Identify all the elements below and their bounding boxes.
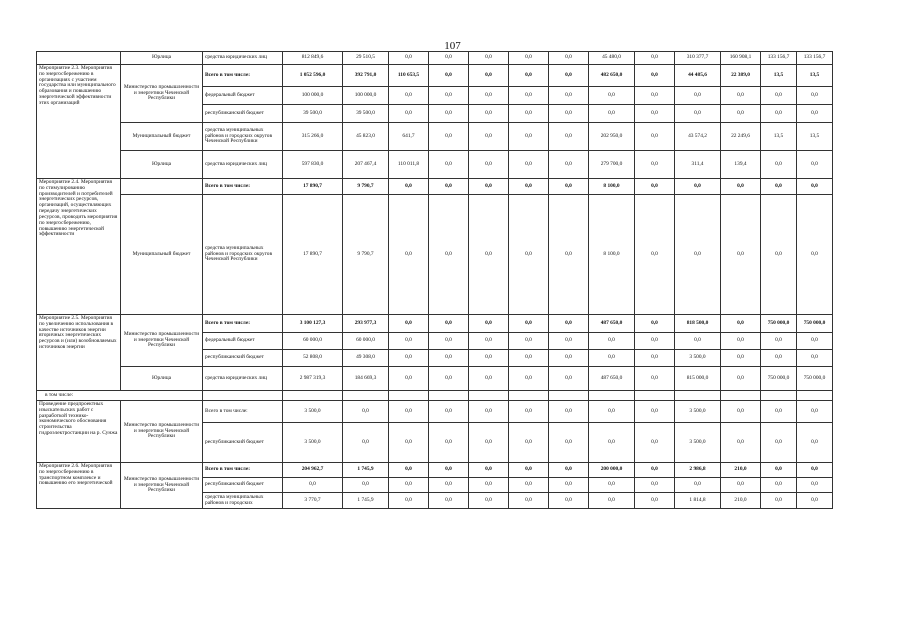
value-cell: 0,0 [343, 423, 389, 463]
measure-2-5: Мероприятие 2.5. Мероприятия по увеличению использования в качестве источников энергии вторичных энергетических ресурсов и (или) возобновляемых источников энергии [37, 315, 121, 391]
value-cell: 2 986,8 [675, 463, 721, 478]
value-cell: 0,0 [389, 179, 429, 195]
value-cell: 487 650,0 [589, 315, 635, 333]
value-cell: 279 700,0 [589, 151, 635, 179]
value-cell: 0,0 [761, 179, 797, 195]
value-cell: 0,0 [761, 478, 797, 493]
section-row [37, 391, 833, 401]
value-cell: 0,0 [429, 401, 469, 423]
funding-source: средства муниципальных районов и городских округов Чеченской Республики [203, 195, 283, 315]
measure-2-3: Мероприятие 2.3. Мероприятия по энергосбережению в организациях с участием государства или муниципального образования и повышению энергетической эффективности этих организаций [37, 65, 121, 179]
value-cell: 0,0 [635, 423, 675, 463]
value-cell: 0,0 [635, 493, 675, 509]
funding-source: Всего в том числе: [203, 65, 283, 87]
value-cell: 0,0 [549, 350, 589, 367]
value-cell: 0,0 [469, 105, 509, 123]
empty-cell [675, 391, 721, 401]
funding-source: республиканский бюджет [203, 350, 283, 367]
value-cell: 1 745,9 [343, 463, 389, 478]
table-row [37, 52, 833, 65]
value-cell: 184 669,3 [343, 367, 389, 391]
value-cell: 0,0 [589, 423, 635, 463]
value-cell: 0,0 [429, 195, 469, 315]
value-cell: 0,0 [761, 401, 797, 423]
value-cell: 0,0 [675, 333, 721, 350]
value-cell: 0,0 [721, 179, 761, 195]
value-cell: 0,0 [797, 478, 833, 493]
value-cell: 0,0 [429, 367, 469, 391]
value-cell: 0,0 [549, 87, 589, 105]
value-cell: 0,0 [389, 52, 429, 65]
value-cell: 0,0 [797, 105, 833, 123]
value-cell: 0,0 [389, 423, 429, 463]
value-cell: 0,0 [761, 423, 797, 463]
value-cell: 139,4 [721, 151, 761, 179]
value-cell: 0,0 [469, 87, 509, 105]
value-cell: 52 808,0 [283, 350, 343, 367]
value-cell: 0,0 [509, 478, 549, 493]
funding-source: республиканский бюджет [203, 423, 283, 463]
value-cell: 0,0 [509, 423, 549, 463]
value-cell: 315 266,0 [283, 123, 343, 151]
value-cell: 0,0 [429, 423, 469, 463]
value-cell: 0,0 [635, 123, 675, 151]
value-cell: 750 000,0 [797, 367, 833, 391]
value-cell: 210,0 [721, 493, 761, 509]
value-cell: 750 000,0 [761, 315, 797, 333]
table-row [37, 195, 833, 315]
value-cell: 0,0 [549, 123, 589, 151]
value-cell: 110 011,8 [389, 151, 429, 179]
empty-cell [343, 391, 389, 401]
value-cell: 0,0 [469, 315, 509, 333]
value-cell: 13,5 [761, 65, 797, 87]
responsible-cell: Министерство промышленности и энергетики Чеченской Республики [121, 65, 203, 123]
value-cell: 0,0 [675, 478, 721, 493]
value-cell: 0,0 [549, 195, 589, 315]
value-cell: 0,0 [509, 315, 549, 333]
funding-source: средства муниципальных районов и городских [203, 493, 283, 509]
value-cell: 0,0 [589, 105, 635, 123]
value-cell: 2 987 319,3 [283, 367, 343, 391]
value-cell: 0,0 [797, 463, 833, 478]
value-cell: 60 000,0 [283, 333, 343, 350]
table-row [37, 65, 833, 87]
value-cell: 0,0 [509, 350, 549, 367]
value-cell: 812 849,6 [283, 52, 343, 65]
value-cell: 0,0 [429, 65, 469, 87]
value-cell: 0,0 [721, 333, 761, 350]
value-cell: 1 745,9 [343, 493, 389, 509]
responsible-cell: Министерство промышленности и энергетики Чеченской Республики [121, 401, 203, 463]
value-cell: 0,0 [635, 463, 675, 478]
value-cell: 0,0 [635, 401, 675, 423]
table-row [37, 123, 833, 151]
empty-cell [509, 391, 549, 401]
value-cell: 641,7 [389, 123, 429, 151]
value-cell: 0,0 [469, 350, 509, 367]
value-cell: 0,0 [469, 367, 509, 391]
value-cell: 0,0 [635, 195, 675, 315]
value-cell: 3 500,0 [283, 423, 343, 463]
value-cell: 0,0 [429, 123, 469, 151]
responsible-cell: Юрлица [121, 52, 203, 65]
value-cell: 0,0 [429, 105, 469, 123]
value-cell: 0,0 [469, 478, 509, 493]
funding-source: Всего в том числе: [203, 463, 283, 478]
value-cell: 0,0 [389, 493, 429, 509]
value-cell: 0,0 [761, 105, 797, 123]
funding-source: средства юридических лиц [203, 52, 283, 65]
measure-2-4: Мероприятие 2.4. Мероприятия по стимулированию производителей и потребителей энергетических ресурсов, организаций, осуществляющих передачу энергетических ресурсов, проводить мероприятия по энергосбережению, повышению энергетической эффективности [37, 179, 121, 315]
section-label: в том числе: [37, 391, 203, 401]
empty-cell [797, 391, 833, 401]
value-cell: 0,0 [721, 195, 761, 315]
funding-source: федеральный бюджет [203, 87, 283, 105]
value-cell: 0,0 [389, 478, 429, 493]
value-cell: 750 000,0 [797, 315, 833, 333]
empty-cell [203, 391, 283, 401]
value-cell: 0,0 [509, 105, 549, 123]
value-cell: 0,0 [589, 350, 635, 367]
value-cell: 3 770,7 [283, 493, 343, 509]
value-cell: 0,0 [761, 350, 797, 367]
value-cell: 0,0 [635, 52, 675, 65]
empty-cell [429, 391, 469, 401]
value-cell: 0,0 [389, 401, 429, 423]
value-cell: 3 500,0 [283, 401, 343, 423]
funding-source: республиканский бюджет [203, 478, 283, 493]
value-cell: 0,0 [761, 151, 797, 179]
value-cell: 0,0 [675, 179, 721, 195]
value-cell: 0,0 [635, 315, 675, 333]
value-cell: 0,0 [721, 423, 761, 463]
value-cell: 0,0 [721, 87, 761, 105]
value-cell: 0,0 [635, 179, 675, 195]
value-cell: 0,0 [283, 478, 343, 493]
value-cell: 0,0 [549, 65, 589, 87]
empty-cell [761, 391, 797, 401]
value-cell: 0,0 [509, 333, 549, 350]
value-cell: 0,0 [721, 478, 761, 493]
value-cell: 0,0 [721, 350, 761, 367]
value-cell: 133 156,7 [761, 52, 797, 65]
value-cell: 0,0 [429, 151, 469, 179]
value-cell: 207 467,4 [343, 151, 389, 179]
value-cell: 0,0 [549, 333, 589, 350]
value-cell: 0,0 [635, 87, 675, 105]
value-cell: 0,0 [761, 195, 797, 315]
value-cell: 0,0 [343, 401, 389, 423]
value-cell: 0,0 [549, 401, 589, 423]
responsible-cell: Министерство промышленности и энергетики Чеченской Республики [121, 315, 203, 367]
value-cell: 0,0 [389, 350, 429, 367]
value-cell: 0,0 [429, 315, 469, 333]
value-cell: 17 890,7 [283, 195, 343, 315]
value-cell: 160 908,1 [721, 52, 761, 65]
value-cell: 0,0 [797, 179, 833, 195]
value-cell: 0,0 [469, 52, 509, 65]
funding-source: средства муниципальных районов и городских округов Чеченской Республики [203, 123, 283, 151]
table-row [37, 179, 833, 195]
value-cell: 0,0 [761, 87, 797, 105]
value-cell: 8 100,0 [589, 195, 635, 315]
value-cell: 818 500,0 [675, 315, 721, 333]
value-cell: 0,0 [469, 123, 509, 151]
value-cell: 0,0 [509, 65, 549, 87]
value-cell: 0,0 [469, 65, 509, 87]
funding-source: республиканский бюджет [203, 105, 283, 123]
value-cell: 0,0 [721, 367, 761, 391]
value-cell: 0,0 [429, 478, 469, 493]
empty-cell [589, 391, 635, 401]
value-cell: 0,0 [797, 195, 833, 315]
value-cell: 200 000,0 [589, 463, 635, 478]
value-cell: 392 791,0 [343, 65, 389, 87]
empty-cell [721, 391, 761, 401]
value-cell: 0,0 [675, 105, 721, 123]
value-cell: 3 500,0 [675, 350, 721, 367]
value-cell: 110 653,5 [389, 65, 429, 87]
responsible-cell: Муниципальный бюджет [121, 123, 203, 151]
value-cell: 0,0 [389, 463, 429, 478]
value-cell: 8 100,0 [589, 179, 635, 195]
value-cell: 0,0 [721, 401, 761, 423]
value-cell: 133 156,7 [797, 52, 833, 65]
funding-source: средства юридических лиц [203, 367, 283, 391]
table-row [37, 315, 833, 333]
value-cell: 0,0 [635, 367, 675, 391]
value-cell: 0,0 [635, 151, 675, 179]
measure-hydro-survey: Проведение предпроектных изыскательских работ с разработкой технико-экономического обоснования строительства гидроэлектростанции на р. Сунжа [37, 401, 121, 463]
responsible-cell [121, 179, 203, 195]
value-cell: 0,0 [343, 478, 389, 493]
value-cell: 0,0 [509, 52, 549, 65]
value-cell: 0,0 [509, 87, 549, 105]
value-cell: 13,5 [797, 65, 833, 87]
value-cell: 0,0 [389, 195, 429, 315]
value-cell: 0,0 [797, 493, 833, 509]
value-cell: 210,0 [721, 463, 761, 478]
value-cell: 0,0 [469, 151, 509, 179]
responsible-cell: Юрлица [121, 151, 203, 179]
value-cell: 0,0 [675, 87, 721, 105]
value-cell: 0,0 [589, 401, 635, 423]
value-cell: 29 510,5 [343, 52, 389, 65]
value-cell: 0,0 [549, 478, 589, 493]
value-cell: 0,0 [389, 315, 429, 333]
value-cell: 0,0 [469, 401, 509, 423]
value-cell: 0,0 [469, 179, 509, 195]
value-cell: 0,0 [797, 87, 833, 105]
value-cell: 0,0 [675, 195, 721, 315]
value-cell: 0,0 [589, 87, 635, 105]
empty-cell [635, 391, 675, 401]
value-cell: 0,0 [429, 333, 469, 350]
measure-2-6: Мероприятие 2.6. Мероприятия по энергосбережению в транспортном комплексе и повышению его энергетической [37, 463, 121, 509]
value-cell: 17 890,7 [283, 179, 343, 195]
funding-source: средства юридических лиц [203, 151, 283, 179]
empty-cell [283, 391, 343, 401]
responsible-cell: Министерство промышленности и энергетики Чеченской Республики [121, 463, 203, 509]
value-cell: 0,0 [797, 333, 833, 350]
empty-cell [389, 391, 429, 401]
value-cell: 0,0 [549, 423, 589, 463]
value-cell: 204 962,7 [283, 463, 343, 478]
value-cell: 202 950,0 [589, 123, 635, 151]
value-cell: 0,0 [509, 463, 549, 478]
value-cell: 0,0 [721, 315, 761, 333]
value-cell: 0,0 [549, 151, 589, 179]
table-row [37, 151, 833, 179]
value-cell: 0,0 [797, 350, 833, 367]
value-cell: 0,0 [469, 423, 509, 463]
value-cell: 310 377,7 [675, 52, 721, 65]
value-cell: 293 977,3 [343, 315, 389, 333]
value-cell: 0,0 [509, 179, 549, 195]
responsible-cell: Муниципальный бюджет [121, 195, 203, 315]
value-cell: 0,0 [509, 195, 549, 315]
value-cell: 0,0 [469, 493, 509, 509]
value-cell: 0,0 [469, 463, 509, 478]
value-cell: 22 249,6 [721, 123, 761, 151]
value-cell: 3 500,0 [675, 423, 721, 463]
value-cell: 9 790,7 [343, 195, 389, 315]
funding-source: федеральный бюджет [203, 333, 283, 350]
value-cell: 0,0 [761, 333, 797, 350]
table-row [37, 367, 833, 391]
value-cell: 100 000,0 [343, 87, 389, 105]
value-cell: 0,0 [549, 52, 589, 65]
value-cell: 0,0 [429, 87, 469, 105]
value-cell: 0,0 [469, 333, 509, 350]
value-cell: 39 500,0 [283, 105, 343, 123]
value-cell: 0,0 [635, 105, 675, 123]
page-number: 107 [444, 40, 461, 52]
value-cell: 0,0 [389, 105, 429, 123]
value-cell: 0,0 [797, 401, 833, 423]
measure-cell [37, 52, 121, 65]
value-cell: 0,0 [509, 401, 549, 423]
value-cell: 0,0 [589, 493, 635, 509]
value-cell: 0,0 [429, 463, 469, 478]
value-cell: 0,0 [721, 105, 761, 123]
table-row [37, 401, 833, 423]
value-cell: 0,0 [549, 315, 589, 333]
value-cell: 0,0 [429, 350, 469, 367]
value-cell: 49 308,0 [343, 350, 389, 367]
value-cell: 597 830,0 [283, 151, 343, 179]
value-cell: 0,0 [589, 333, 635, 350]
value-cell: 0,0 [549, 105, 589, 123]
value-cell: 482 650,0 [589, 65, 635, 87]
value-cell: 1 814,8 [675, 493, 721, 509]
value-cell: 3 500,0 [675, 401, 721, 423]
funding-source: Всего в том числе: [203, 401, 283, 423]
funding-source: Всего в том числе: [203, 315, 283, 333]
value-cell: 100 000,0 [283, 87, 343, 105]
value-cell: 60 000,0 [343, 333, 389, 350]
value-cell: 9 790,7 [343, 179, 389, 195]
value-cell: 0,0 [635, 478, 675, 493]
value-cell: 0,0 [549, 463, 589, 478]
table-row [37, 463, 833, 478]
value-cell: 0,0 [429, 52, 469, 65]
value-cell: 45 823,0 [343, 123, 389, 151]
value-cell: 0,0 [389, 87, 429, 105]
empty-cell [549, 391, 589, 401]
value-cell: 39 500,0 [343, 105, 389, 123]
value-cell: 0,0 [469, 195, 509, 315]
value-cell: 0,0 [761, 463, 797, 478]
financing-table [36, 51, 833, 509]
value-cell: 0,0 [635, 350, 675, 367]
value-cell: 43 574,2 [675, 123, 721, 151]
value-cell: 3 100 127,3 [283, 315, 343, 333]
value-cell: 0,0 [797, 151, 833, 179]
value-cell: 487 650,0 [589, 367, 635, 391]
value-cell: 0,0 [635, 333, 675, 350]
value-cell: 0,0 [761, 493, 797, 509]
funding-source: Всего в том числе: [203, 179, 283, 195]
value-cell: 0,0 [797, 423, 833, 463]
value-cell: 0,0 [429, 493, 469, 509]
value-cell: 0,0 [549, 179, 589, 195]
value-cell: 750 000,0 [761, 367, 797, 391]
value-cell: 1 052 596,0 [283, 65, 343, 87]
value-cell: 0,0 [589, 478, 635, 493]
value-cell: 0,0 [549, 493, 589, 509]
responsible-cell: Юрлица [121, 367, 203, 391]
value-cell: 0,0 [509, 123, 549, 151]
value-cell: 0,0 [509, 151, 549, 179]
value-cell: 0,0 [429, 179, 469, 195]
value-cell: 22 389,0 [721, 65, 761, 87]
value-cell: 45 480,0 [589, 52, 635, 65]
value-cell: 0,0 [389, 367, 429, 391]
value-cell: 44 485,6 [675, 65, 721, 87]
empty-cell [469, 391, 509, 401]
value-cell: 0,0 [509, 367, 549, 391]
value-cell: 311,4 [675, 151, 721, 179]
value-cell: 0,0 [549, 367, 589, 391]
value-cell: 13,5 [761, 123, 797, 151]
value-cell: 0,0 [389, 333, 429, 350]
value-cell: 13,5 [797, 123, 833, 151]
value-cell: 0,0 [635, 65, 675, 87]
value-cell: 815 000,0 [675, 367, 721, 391]
value-cell: 0,0 [509, 493, 549, 509]
